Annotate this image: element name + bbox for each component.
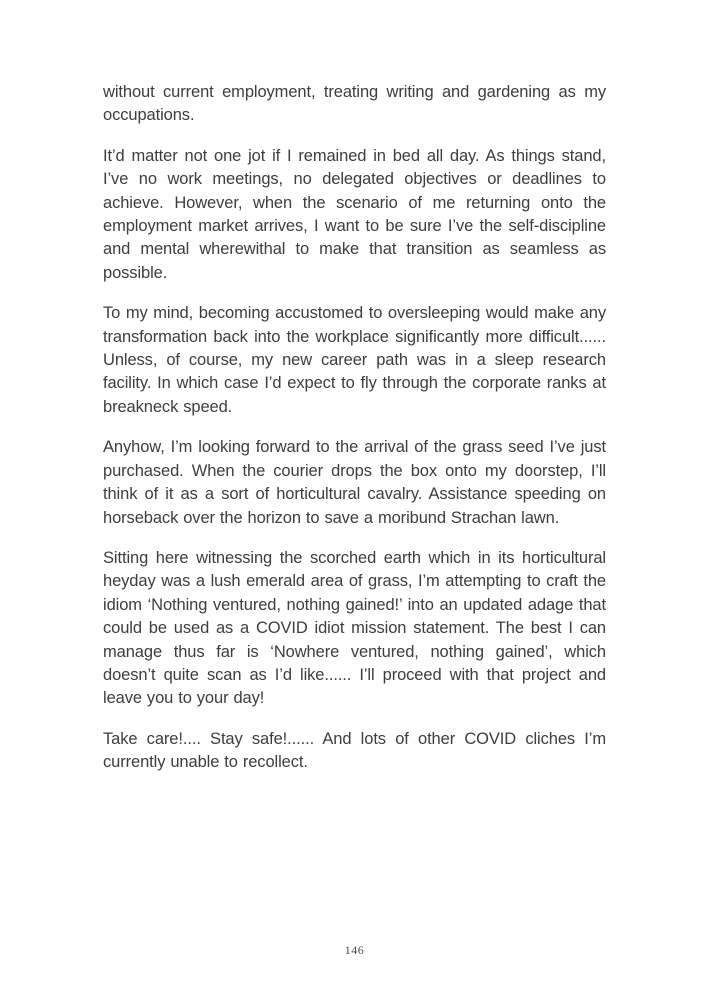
page-footer [0,941,709,959]
paragraph: It’d matter not one jot if I remained in bed all day. As things stand, I’ve no work meetings, no delegated objectives or deadlines to achieve. However, when the scenario of me returning onto the employment market arrives, I want to be sure I’ve the self-discipline and mental wherewithal to make that transition as seamless as possible. [103,146,606,282]
paragraph: Anyhow, I’m looking forward to the arrival of the grass seed I’ve just purchased. When the courier drops the box onto my doorstep, I’ll think of it as a sort of horticultural cavalry. Assistance speeding on horseback over the horizon to save a moribund Strachan lawn. [103,438,606,527]
page-body-text [103,81,606,775]
paragraph: without current employment, treating writing and gardening as my occupations. [103,83,606,125]
paragraph: To my mind, becoming accustomed to oversleeping would make any transformation back into the workplace significantly more difficult...... Unless, of course, my new career path was in a sleep research facility. In which case I’d expect to fly through the corporate ranks at breakneck speed. [103,304,606,416]
paragraph: Sitting here witnessing the scorched earth which in its horticultural heyday was a lush emerald area of grass, I’m attempting to craft the idiom ‘Nothing ventured, nothing gained!’ into an updated adage that could be used as a COVID idiot mission statement. The best I can manage thus far is ‘Nowhere ventured, nothing gained’, which doesn’t quite scan as I’d like...... I’ll proceed with that project and leave you to your day! [103,548,606,708]
paragraph: Take care!.... Stay safe!...... And lots of other COVID cliches I’m currently unable to recollect. [103,729,606,772]
page-number: 146 [344,943,365,957]
